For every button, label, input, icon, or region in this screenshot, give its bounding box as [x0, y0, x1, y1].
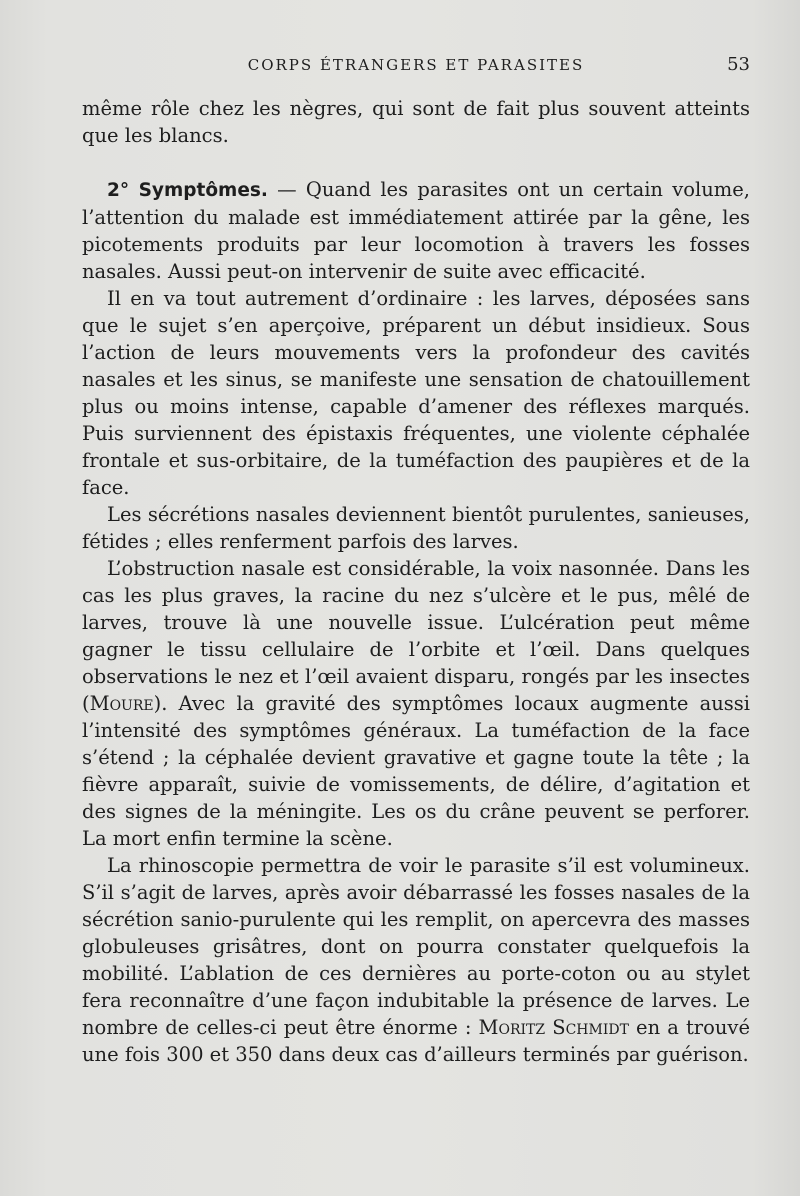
author-name: Moure	[89, 692, 154, 715]
section-heading: 2° Symptômes.	[107, 180, 268, 201]
author-name: Moritz Schmidt	[478, 1016, 629, 1039]
paragraph-text: La rhinoscopie permettra de voir le parasite s’il est volumineux. S’il s’agit de larves, après avoir débarrassé les fosses nasales de la sécrétion sanio-purulente qui les remplit, on apercevra des masses globuleuses grisâtres, dont on pourra constater quelquefois la mobilité. L’ablation de ces dernières au porte-coton ou au stylet fera reconnaître d’une façon indubitable la présence de larves. Le nombre de celles-ci peut être énorme :	[82, 854, 750, 1039]
paragraph-symptoms-intro	[82, 176, 750, 285]
paragraph-continuation: même rôle chez les nègres, qui sont de fait plus souvent atteints que les blancs.	[82, 97, 750, 147]
paragraph-obstruction	[82, 555, 750, 852]
paragraph-text: ). Avec la gravité des symptômes locaux augmente aussi l’intensité des symptômes généraux. La tuméfaction de la face s’étend ; la céphalée devient gravative et gagne toute la tête ; la fièvre apparaît, suivie de vomissements, de délire, d’agitation et des signes de la méningite. Les os du crâne peuvent se perforer. La mort enfin termine la scène.	[82, 692, 750, 850]
page-number: 53	[727, 54, 750, 75]
paragraph-secretions: Les sécrétions nasales deviennent bientôt purulentes, sanieuses, fétides ; elles renferment parfois des larves.	[82, 503, 750, 553]
body-text	[82, 95, 750, 1068]
paragraph-text: en a trouvé une fois 300 et 350 dans deux cas d’ailleurs terminés par guérison.	[82, 1016, 750, 1066]
running-head-title: CORPS ÉTRANGERS ET PARASITES	[247, 56, 585, 74]
paragraph-text: — Quand les parasites ont un certain volume, l’attention du malade est immédiatement attirée par la gêne, les picotements produits par leur locomotion à travers les fosses nasales. Aussi peut-on intervenir de suite avec efficacité.	[82, 178, 750, 283]
paragraph-text: L’obstruction nasale est considérable, la voix nasonnée. Dans les cas les plus graves, la racine du nez s’ulcère et le pus, mêlé de larves, trouve là une nouvelle issue. L’ulcération peut même gagner le tissu cellulaire de l’orbite et l’œil. Dans quelques observations le nez et l’œil avaient disparu, rongés par les insectes (	[82, 557, 750, 715]
paragraph-rhinoscopy	[82, 852, 750, 1068]
paragraph-larvae: Il en va tout autrement d’ordinaire : les larves, déposées sans que le sujet s’en aperçoive, préparent un début insidieux. Sous l’action de leurs mouvements vers la profondeur des cavités nasales et les sinus, se manifeste une sensation de chatouillement plus ou moins intense, capable d’amener des réflexes marqués. Puis surviennent des épistaxis fréquentes, une violente céphalée frontale et sus-orbitaire, de la tuméfaction des paupières et de la face.	[82, 287, 750, 499]
running-head	[82, 50, 750, 80]
